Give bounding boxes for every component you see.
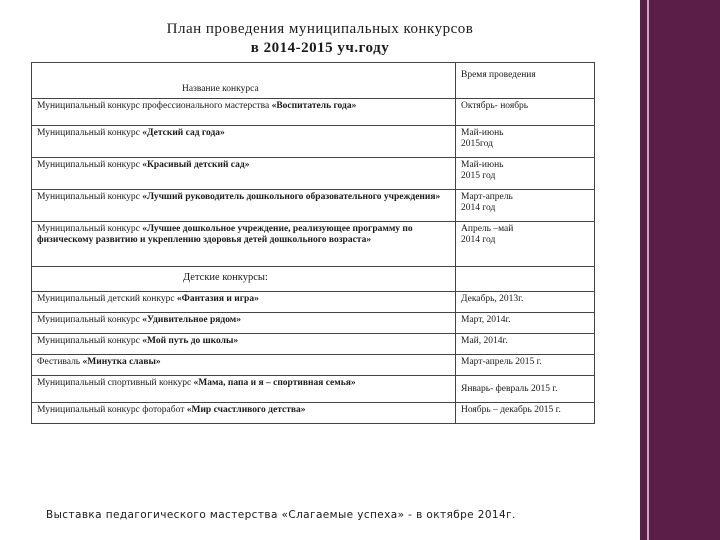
table-row — [32, 376, 595, 403]
row-name: Муниципальный конкурс «Детский сад года» — [32, 126, 456, 158]
row-name: Муниципальный детский конкурс «Фантазия и игра» — [32, 292, 456, 313]
kids-section-row — [32, 267, 595, 292]
column-header-time: Время проведения — [456, 63, 595, 99]
decorative-side-bar — [640, 0, 720, 540]
page-title-line1: План проведения муниципальных конкурсов — [166, 21, 474, 37]
row-name: Фестиваль «Минутка славы» — [32, 355, 456, 376]
row-time: Март, 2014г. — [456, 313, 595, 334]
table-row — [32, 222, 595, 267]
table-row — [32, 355, 595, 376]
row-name: Муниципальный конкурс «Лучший руководитель дошкольного образовательного учреждения» — [32, 190, 456, 222]
row-time: Апрель –май 2014 год — [456, 222, 595, 267]
row-time: Май-июнь 2015год — [456, 126, 595, 158]
table-row — [32, 126, 595, 158]
row-name: Муниципальный конкурс «Лучшее дошкольное учреждение, реализующее программу по физическому развитию и укреплению здоровья детей дошкольного возраста» — [32, 222, 456, 267]
row-name: Муниципальный конкурс «Красивый детский сад» — [32, 158, 456, 190]
table-row — [32, 158, 595, 190]
table-row — [32, 403, 595, 424]
table-row — [32, 313, 595, 334]
side-bar-line — [647, 0, 649, 540]
kids-section-empty — [456, 267, 595, 292]
row-time: Март-апрель 2014 год — [456, 190, 595, 222]
row-time: Май, 2014г. — [456, 334, 595, 355]
exhibition-note: Выставка педагогического мастерства «Слагаемые успеха» - в октябре 2014г. — [46, 509, 516, 521]
contest-plan-table — [31, 62, 595, 424]
table-header-row — [32, 63, 595, 99]
table-row — [32, 190, 595, 222]
row-time: Октябрь- ноябрь — [456, 99, 595, 126]
column-header-name: Название конкурса — [32, 63, 456, 99]
row-time: Ноябрь – декабрь 2015 г. — [456, 403, 595, 424]
row-time: Январь- февраль 2015 г. — [456, 376, 595, 403]
table-row — [32, 292, 595, 313]
table-row — [32, 99, 595, 126]
row-time: Март-апрель 2015 г. — [456, 355, 595, 376]
row-name: Муниципальный конкурс фоторабот «Мир счастливого детства» — [32, 403, 456, 424]
row-name: Муниципальный конкурс «Мой путь до школы» — [32, 334, 456, 355]
kids-section-label: Детские конкурсы: — [32, 267, 456, 292]
page-title — [0, 20, 640, 58]
row-time: Декабрь, 2013г. — [456, 292, 595, 313]
row-name: Муниципальный конкурс «Удивительное рядом» — [32, 313, 456, 334]
page-title-line2: в 2014-2015 уч.году — [250, 40, 390, 56]
row-time: Май-июнь 2015 год — [456, 158, 595, 190]
row-name: Муниципальный конкурс профессионального мастерства «Воспитатель года» — [32, 99, 456, 126]
row-name: Муниципальный спортивный конкурс «Мама, папа и я – спортивная семья» — [32, 376, 456, 403]
table-row — [32, 334, 595, 355]
